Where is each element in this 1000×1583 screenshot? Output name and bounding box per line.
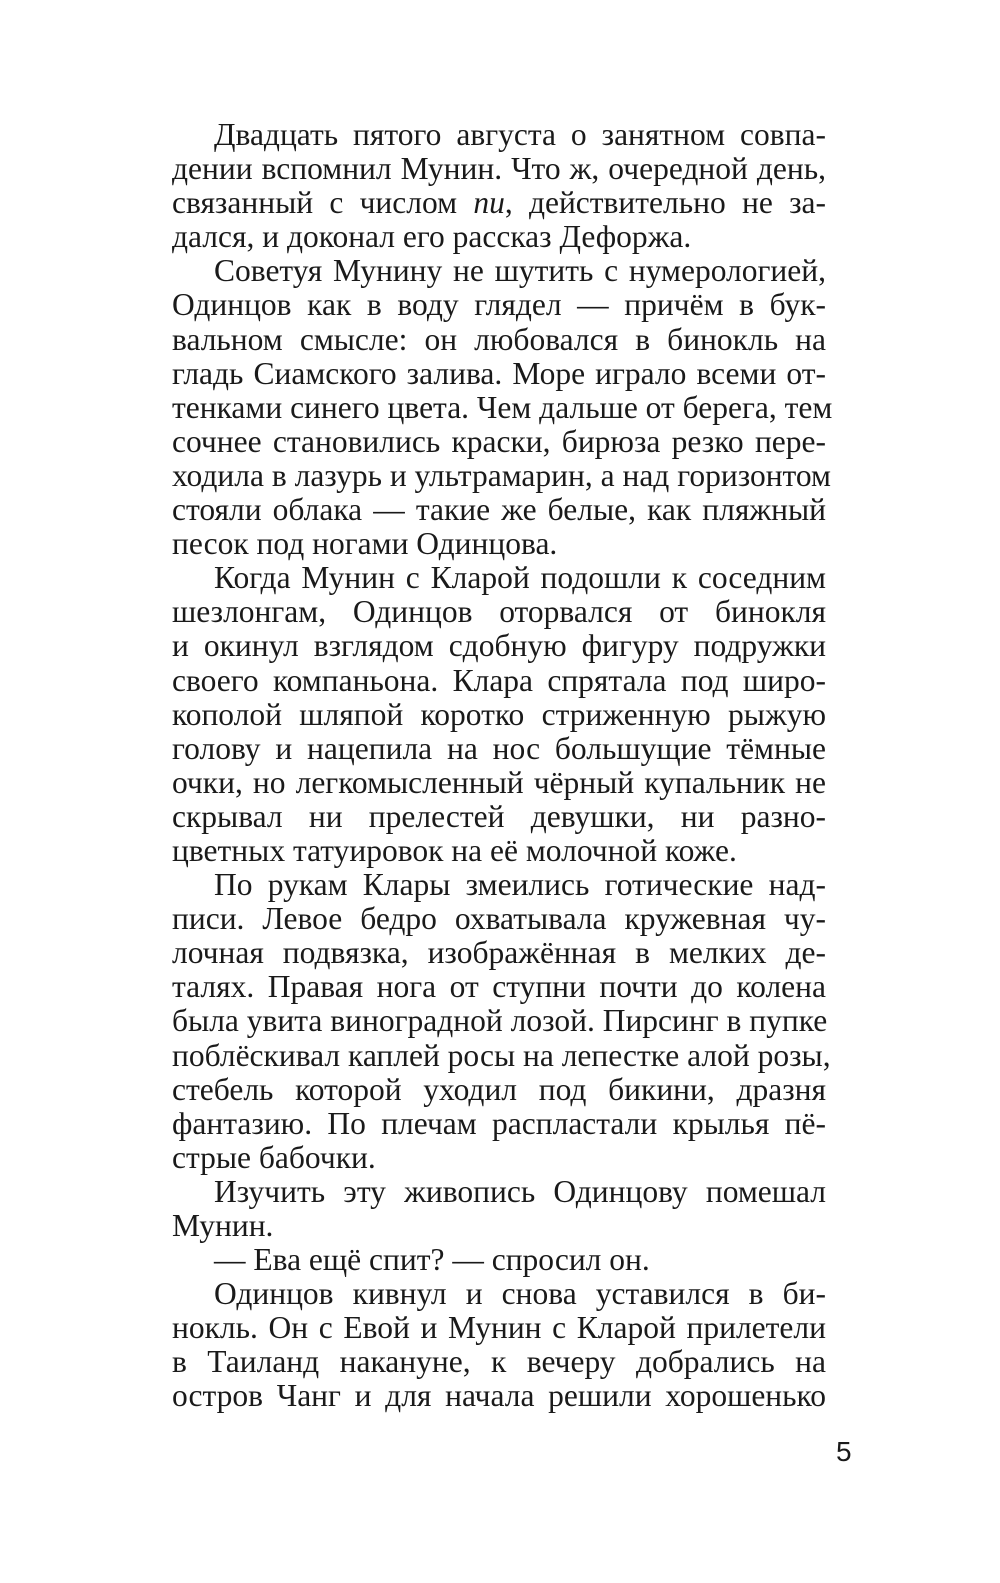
- paragraph: [172, 867, 831, 1175]
- text-line: нокль. Он с Евой и Мунин с Кларой прилетели: [172, 1310, 826, 1346]
- paragraph: [172, 118, 826, 254]
- paragraph: [172, 1243, 826, 1277]
- text-line: фантазию. По плечам распластали крылья пё-: [172, 1105, 826, 1141]
- text-line: Когда Мунин с Кларой подошли к соседним: [214, 560, 826, 596]
- text-line: поблёскивал каплей росы на лепестке алой розы,: [172, 1037, 831, 1073]
- text-line: своего компаньона. Клара спрятала под широ-: [172, 662, 826, 698]
- paragraph: [172, 561, 826, 868]
- text-line: Одинцов как в воду глядел — причём в бук-: [172, 287, 826, 323]
- text-line: песок под ногами Одинцова.: [172, 526, 558, 562]
- text-line: была увита виноградной лозой. Пирсинг в пупке: [172, 1003, 828, 1039]
- text-line: гладь Сиамского залива. Море играло всеми от-: [172, 355, 826, 391]
- text-line: сочнее становились краски, бирюза резко пере-: [172, 423, 826, 459]
- text-line: и окинул взглядом сдобную фигуру подружки: [172, 628, 826, 664]
- text-line: ходила в лазурь и ультрамарин, а над горизонтом: [172, 457, 831, 493]
- text-line: остров Чанг и для начала решили хорошенько: [172, 1378, 826, 1414]
- text-line: талях. Правая нога от ступни почти до колена: [172, 969, 826, 1005]
- paragraph: [172, 1175, 826, 1243]
- text-line: скрывал ни прелестей девушки, ни разно-: [172, 798, 826, 834]
- text-line: По рукам Клары змеились готические над-: [214, 867, 826, 903]
- text-line: дался, и доконал его рассказ Дефоржа.: [172, 219, 692, 255]
- paragraph: [172, 1277, 826, 1413]
- text-line: дении вспомнил Мунин. Что ж, очередной день,: [172, 151, 826, 187]
- text-line: в Таиланд накануне, к вечеру добрались на: [172, 1344, 826, 1380]
- text-line: Двадцать пятого августа о занятном совпа-: [214, 117, 826, 152]
- text-line: стояли облака — такие же белые, как пляжный: [172, 492, 826, 528]
- paragraph: [172, 253, 833, 562]
- text-line: лочная подвязка, изображённая в мелких де-: [172, 935, 826, 971]
- text-line: вальном смысле: он любовался в бинокль на: [172, 321, 826, 357]
- text-line: тенками синего цвета. Чем дальше от берега, тем: [172, 389, 833, 425]
- page-number: 5: [836, 1436, 852, 1467]
- text-line: Советуя Мунину не шутить с нумерологией,: [214, 253, 826, 289]
- text-line: Мунин.: [172, 1208, 274, 1243]
- text-line: цветных татуировок на её молочной коже.: [172, 832, 737, 868]
- text-line: Изучить эту живопись Одинцову помешал: [214, 1173, 826, 1209]
- text-line: голову и нацепила на нос большущие тёмные: [172, 730, 826, 766]
- text-line: стебель которой уходил под бикини, дразня: [172, 1071, 826, 1107]
- text-line: шезлонгам, Одинцов оторвался от бинокля: [172, 594, 826, 630]
- text-line: писи. Левое бедро охватывала кружевная чу-: [172, 901, 826, 937]
- text-line: — Ева ещё спит? — спросил он.: [214, 1242, 650, 1278]
- text-line: очки, но легкомысленный чёрный купальник не: [172, 764, 826, 800]
- italic-word: пи: [473, 185, 505, 221]
- text-line: связанный с числом пи, действительно не за-: [172, 185, 826, 221]
- text-line: стрые бабочки.: [172, 1139, 376, 1175]
- text-line: Одинцов кивнул и снова уставился в би-: [214, 1276, 826, 1312]
- text-line: кополой шляпой коротко стриженную рыжую: [172, 696, 826, 732]
- book-text: [172, 117, 833, 1414]
